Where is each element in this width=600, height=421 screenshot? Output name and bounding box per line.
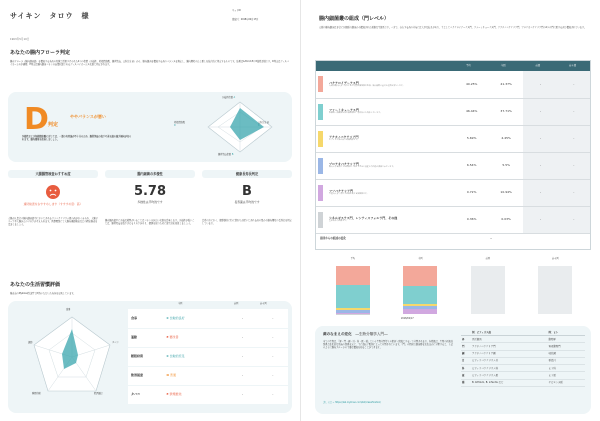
metric-diversity-value: 5.78 <box>133 184 167 200</box>
chart-bar <box>471 266 505 314</box>
phylum-prev2: - <box>558 71 590 98</box>
classification-row: 属 ビフィドバクテリウム属 ヒト属 <box>461 372 585 379</box>
life-row-result: E 禁煙推奨 <box>166 385 227 404</box>
life-row-prev2: - <box>258 366 288 385</box>
birthday: 1963年5月10日 <box>10 38 30 41</box>
composition-title: 腸内細菌叢の組成（門レベル） <box>319 16 390 22</box>
report-page-right <box>300 0 600 421</box>
life-intro: 検査前のMykinso問診票で回答いただいた内容を反映しています。 <box>10 292 76 295</box>
flora-radar-label-bottom: 腸管免疫指数 B <box>218 153 234 156</box>
phylum-prev2: - <box>558 98 590 125</box>
phylum-cell: ファーミキューテス門 乳酸菌・酪酸菌を含む細菌群で、免疫系にも関係しています。 <box>327 98 454 125</box>
metric-diversity <box>105 170 195 225</box>
phylum-prev2: - <box>558 179 590 206</box>
life-row <box>128 366 288 385</box>
classification-row: 綱 アクチノバクテリア綱 哺乳綱 <box>461 350 585 357</box>
classification-row: 種 B. bifidum, B. infantis など サピエンス種 <box>461 379 585 386</box>
composition-row <box>316 206 590 233</box>
classification-table <box>461 330 585 387</box>
phylum-avg: 0.72% <box>454 179 488 206</box>
phylum-avg: 5.69% <box>454 125 488 152</box>
life-row <box>128 347 288 366</box>
life-col-prev: 前回 <box>234 302 239 305</box>
classification-link[interactable]: 詳しくは → https://lab.mykinso.com/list/classification/ <box>323 401 381 404</box>
life-title: あなたの生活習慣評価 <box>10 282 61 288</box>
patient-name: サイキン タロウ 様 <box>10 12 90 20</box>
phylum-prev: - <box>523 152 557 179</box>
classification-card <box>315 326 591 414</box>
metric-longevity <box>202 170 292 225</box>
metric-longevity-value: B <box>242 184 252 200</box>
life-row-prev: - <box>227 366 257 385</box>
life-row <box>128 309 288 328</box>
classification-row: 界 真正細菌 動物界 <box>461 336 585 343</box>
phylum-cell: プロテオバクテリア門 腸内に少量存在する菌群で、増えすぎると炎症との関連が指摘されています。 <box>327 152 454 179</box>
life-card <box>8 301 292 413</box>
flora-grade-suffix: 判定 <box>48 122 59 128</box>
phylum-color-swatch <box>316 179 327 206</box>
chart-bar <box>538 266 572 314</box>
phylum-avg: 46.44% <box>454 98 488 125</box>
flora-title: あなたの腸内フローラ判定 <box>10 50 71 56</box>
composition-row <box>316 125 590 152</box>
life-row-prev: - <box>227 347 257 366</box>
life-row-result: D 普通 <box>166 366 227 385</box>
life-col-prev2: 前々回 <box>260 302 267 305</box>
life-col-now: 今回 <box>178 302 183 305</box>
phylum-prev: - <box>523 98 557 125</box>
chart-category-label: 今回 <box>418 257 423 260</box>
phylum-now: 4.45% <box>489 125 523 152</box>
phylum-cell: バクテロイデーテス門 人間の腸内に多く存在する代表的な細菌群の総称。腸内発酵に重要な役割を果たします。 <box>327 71 454 98</box>
life-row-label: 飲酒頻度 <box>128 366 166 385</box>
flora-advice: 多様性および短鎖脂肪酸に対しては、一部の有用菌が不十分のため、腸管免疫の低下や善玉菌の減少傾向が見られます。腸内環境を改善しましょう。 <box>22 135 132 141</box>
composition-row <box>316 98 590 125</box>
life-radar-label-1: タバコ <box>112 341 119 344</box>
life-radar-label-0: 食事 <box>66 308 71 311</box>
classification-title: 菌のなまえの変化 ―生物分類学入門― <box>323 332 388 336</box>
composition-footer: 前回からの組成の変化 - <box>320 236 492 240</box>
phylum-prev2: - <box>558 152 590 179</box>
phylum-cell: フソバクテリア門 口腔内に多く存在する菌が属する細菌群です。 <box>327 179 454 206</box>
life-row-result: C 比較的充足 <box>166 347 227 366</box>
phylum-now: 5.5% <box>489 152 523 179</box>
metric-colon-note: 大腸がん患者の腸内細菌叢中に多いとされるフソバクテリウム属の菌が多くみられ、大腸ポリープや大腸がんのリスクが考えられます。医療機関にて大腸内視鏡検査などの精密検査を受診しましょう。 <box>8 217 98 227</box>
life-radar-label-2: 飲酒頻度 <box>94 392 103 395</box>
chart-bar-segment <box>336 285 370 307</box>
flora-intro: 腸内フローラ（腸内細菌叢）を構成する各菌の特徴と関連づけられた4つの指標（多様性、短鎖脂肪酸、腸管免疫、口腔常在菌）から、腸内細菌を構成する菌のバランスを測定し、腸内環境の良し悪しを総合的に判定するものです。結果はA,B,C,D,Eの5段階評価です。D判定はディスバイオーシス予備群、E判定は腸内細菌バランス崩壊状態であるディスバイオーシス状態と判定されます。 <box>10 60 289 67</box>
life-row-label: 食事 <box>128 309 166 328</box>
composition-row <box>316 152 590 179</box>
life-row-prev2: - <box>258 328 288 347</box>
flora-card <box>8 92 292 162</box>
life-row-prev: - <box>227 328 257 347</box>
flora-radar-label-right: 口腔常在菌 C <box>258 121 269 127</box>
phylum-prev: - <box>523 179 557 206</box>
chart-date-label: 2018/02/17 <box>401 317 414 320</box>
col-prev: 前回 <box>535 64 541 68</box>
phylum-color-swatch <box>316 152 327 179</box>
life-row-label: タバコ <box>128 385 166 404</box>
life-radar-label-4: 運動 <box>28 341 33 344</box>
phylum-cell: アクチノバクテリア門 ビフィズス菌が属する細菌群です。 <box>327 125 454 152</box>
composition-table-header <box>316 61 590 71</box>
chart-bar <box>403 266 437 314</box>
classification-row: 科 ビフィドバクテリウム科 ヒト科 <box>461 365 585 372</box>
life-row-label: 運動 <box>128 328 166 347</box>
life-row-prev2: - <box>258 309 288 328</box>
col-prev2: 前々回 <box>569 64 577 68</box>
phylum-now: 41.37% <box>489 71 523 98</box>
life-row-prev2: - <box>258 347 288 366</box>
composition-row <box>316 71 590 98</box>
chart-category-label: 前々回 <box>551 257 559 260</box>
life-row-result: E 要改善 <box>166 328 227 347</box>
phylum-prev: - <box>523 71 557 98</box>
flora-grade: D <box>24 102 49 137</box>
life-row-prev: - <box>227 309 257 328</box>
life-row <box>128 385 288 404</box>
kit-id-label: キットID <box>232 9 241 12</box>
phylum-now: 10.94% <box>489 179 523 206</box>
classification-body: 全ての生物は、「界・門・綱・目・科・属・種」という生物分類学上の階層（階級とする）で分類されます。各階級は、生物の祖先的関係と進化的な系統の関係を元に、主に遺伝子配列によって分類されています。「門」の階層で細菌群をおおまかに分類すると、上記のように腸内フローラの主要な構成を知ることができます。 <box>323 340 453 350</box>
metric-diversity-title: 腸内細菌の多様性 <box>105 170 195 178</box>
phylum-color-swatch <box>316 206 327 233</box>
life-radar-label-3: 睡眠時間 <box>32 392 41 395</box>
composition-chart <box>319 258 589 316</box>
col-avg: 平均 <box>466 64 471 68</box>
classification-header: 例：ビフィズス菌 例：ヒト <box>461 330 585 336</box>
chart-category-label: 平均 <box>350 257 355 260</box>
chart-bar <box>336 266 370 314</box>
classification-row: 目 ビフィドバクテリウム目 霊長目 <box>461 357 585 364</box>
metric-longevity-caption: 長寿菌は平均的です <box>234 199 260 204</box>
received-date: 採取日：2018年02月17日 <box>232 18 259 21</box>
life-row <box>128 328 288 347</box>
composition-row <box>316 179 590 206</box>
composition-table <box>316 71 590 234</box>
phylum-color-swatch <box>316 98 327 125</box>
metric-diversity-note: 腸内細菌叢中に多様な種類がいることはバランスが良い状態を意味します。多様性が低いことは、腸管免疫を低下させるリスクがあり、健康を保つために食生活を見直しましょう。 <box>105 218 195 225</box>
life-row-prev: - <box>227 385 257 404</box>
composition-table-box <box>315 60 591 250</box>
life-row-label: 睡眠時間 <box>128 347 166 366</box>
flora-radar-label-top: 多様性指数 A <box>222 96 236 99</box>
phylum-avg: 6.54% <box>454 152 488 179</box>
phylum-prev2: - <box>558 125 590 152</box>
metric-longevity-note: 長寿の方に多く、健康維持に特に関わりが深いとされる菌の量から腸内環境の長寿度を判定しています。 <box>202 218 292 225</box>
life-row-result: C 比較的良好 <box>166 309 227 328</box>
classification-row: 門 アクチノバクテリア門 脊索動物門 <box>461 343 585 350</box>
metric-longevity-title: 健康長寿長判定 <box>202 170 292 178</box>
metric-colon-title: 大腸腸管検査おすすめ度 <box>8 170 98 178</box>
life-table <box>128 309 288 405</box>
metric-colon <box>8 170 98 226</box>
phylum-prev: - <box>523 206 557 233</box>
phylum-color-swatch <box>316 125 327 152</box>
phylum-now: 37.71% <box>489 98 523 125</box>
chart-bar-segment <box>336 266 370 285</box>
life-row-prev2: - <box>258 385 288 404</box>
metric-colon-caption: 適切検査をおすすめします（すすすめ度：高） <box>23 202 83 207</box>
phylum-prev: - <box>523 125 557 152</box>
phylum-color-swatch <box>316 71 327 98</box>
phylum-cell: シネルギステス門、レンティスフェエラ門、その他 上記以外の菌群です。 <box>327 206 454 233</box>
chart-bar-segment <box>403 266 437 286</box>
col-now: 今回 <box>500 64 506 68</box>
phylum-avg: 40.25% <box>454 71 488 98</box>
sad-face-icon <box>8 184 98 201</box>
metric-diversity-caption: 多様性は平均的です <box>137 199 163 204</box>
chart-bar-segment <box>403 286 437 304</box>
flora-radar-label-left: 短鎖脂肪酸 D <box>174 121 185 127</box>
phylum-prev2: - <box>558 206 590 233</box>
flora-balance-text: ややバランスが悪い <box>70 114 106 119</box>
composition-intro: 人間の腸内細菌は非常に多数種の細菌から構成された複雑な生態系です。一方で、存在する菌の分布には大きな偏りがあり、主としてバクテロイデーテス門、ファーミキューテス門、アクチノバクテリア門、プロテオバクテリア門の4つの門に属する菌で構成されています。 <box>319 26 587 29</box>
phylum-avg: 0.36% <box>454 206 488 233</box>
chart-category-label: 前回 <box>485 257 490 260</box>
phylum-now: 0.03% <box>489 206 523 233</box>
chart-bar-segment <box>403 309 437 314</box>
